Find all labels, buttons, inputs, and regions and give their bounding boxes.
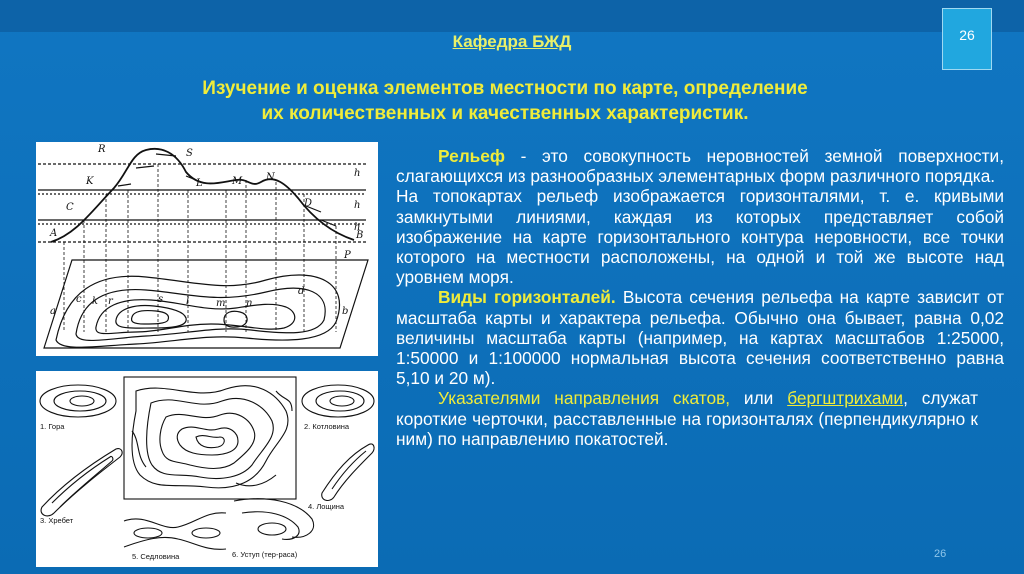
label-h1: h xyxy=(354,168,361,179)
label-c: c xyxy=(76,294,82,305)
slide-number-badge xyxy=(942,8,992,70)
term-contour-types: Виды горизонталей. xyxy=(438,287,616,308)
term-relief: Рельеф xyxy=(438,146,506,166)
paragraph-slope-indicators xyxy=(396,388,1004,449)
relief-definition: - это совокупность неровностей земной поверхности, слагающихся из разнообразных элементарных форм различного порядка. xyxy=(396,146,1004,187)
caption-hollow: 4. Лощина xyxy=(308,502,345,511)
word-or: или xyxy=(730,388,788,409)
label-d: d xyxy=(298,286,305,297)
paragraph-contours: На топокартах рельеф изображается горизонталями, т. е. кривыми замкнутыми линиями, каждая из которых представляет собой изображение на карте горизонтального контура неровности, все точки которого на местности расположены, на одной и той же высоте над уровнем моря. xyxy=(396,186,1004,288)
contour-types-text: Высота сечения рельефа на карте зависит от масштаба карты и характера рельефа. Обычно она бывает, равна 0,02 величины масштаба карты (например, на картах масштабов 1:25000, 1:50000 и 1:100000 нормальная высота сечения соответственно равна 5,10 и 20 м). xyxy=(396,287,1004,389)
title-line-2: их количественных и качественных характеристик. xyxy=(261,103,749,124)
paragraph-relief xyxy=(396,146,1004,186)
label-P: P xyxy=(344,250,351,261)
contour-types-diagram xyxy=(36,371,378,567)
label-m: m xyxy=(216,298,226,309)
label-B: B xyxy=(356,230,364,241)
label-A: A xyxy=(50,228,58,239)
label-h2: h xyxy=(354,200,361,211)
label-S: S xyxy=(186,148,193,159)
caption-hill: 1. Гора xyxy=(40,422,65,431)
relief-diagram xyxy=(36,142,378,356)
label-N: N xyxy=(266,172,275,183)
contour-types-svg xyxy=(36,371,378,567)
label-a: a xyxy=(50,306,56,317)
footer-page-number: 26 xyxy=(934,548,947,560)
label-r: r xyxy=(108,296,113,307)
paragraph-contour-types xyxy=(396,287,1004,388)
label-R: R xyxy=(98,144,106,155)
label-h3: h xyxy=(354,222,361,233)
label-l: l xyxy=(186,296,190,307)
term-slope-indicators: Указателями направления скатов, xyxy=(438,388,731,409)
slope-indicators-text: , служат короткие черточки, расставленные на горизонталях (перпендикулярно к ним) по направлению покатостей. xyxy=(396,388,978,449)
label-k: k xyxy=(92,296,99,307)
label-n: n xyxy=(246,298,253,309)
header-bar xyxy=(0,0,1024,32)
body-text xyxy=(396,146,1004,449)
caption-ridge: 3. Хребет xyxy=(40,516,74,525)
label-K: K xyxy=(86,176,94,187)
title-line-1: Изучение и оценка элементов местности по карте, определение xyxy=(202,78,808,99)
caption-basin: 2. Котловина xyxy=(304,422,350,431)
relief-diagram-svg xyxy=(36,142,378,356)
label-M: M xyxy=(232,176,243,187)
slide-number: 26 xyxy=(959,27,975,43)
slide-title xyxy=(60,76,950,126)
label-b: b xyxy=(342,306,349,317)
label-D: D xyxy=(304,198,313,209)
term-bergstrichs: бергштрихами xyxy=(787,388,904,409)
label-L: L xyxy=(196,178,203,189)
label-s: s xyxy=(158,294,164,305)
caption-saddle: 5. Седловина xyxy=(132,552,180,561)
caption-terrace: 6. Уступ (тер-раса) xyxy=(232,550,298,559)
department-title: Кафедра БЖД xyxy=(452,32,572,51)
label-C: C xyxy=(66,202,74,213)
